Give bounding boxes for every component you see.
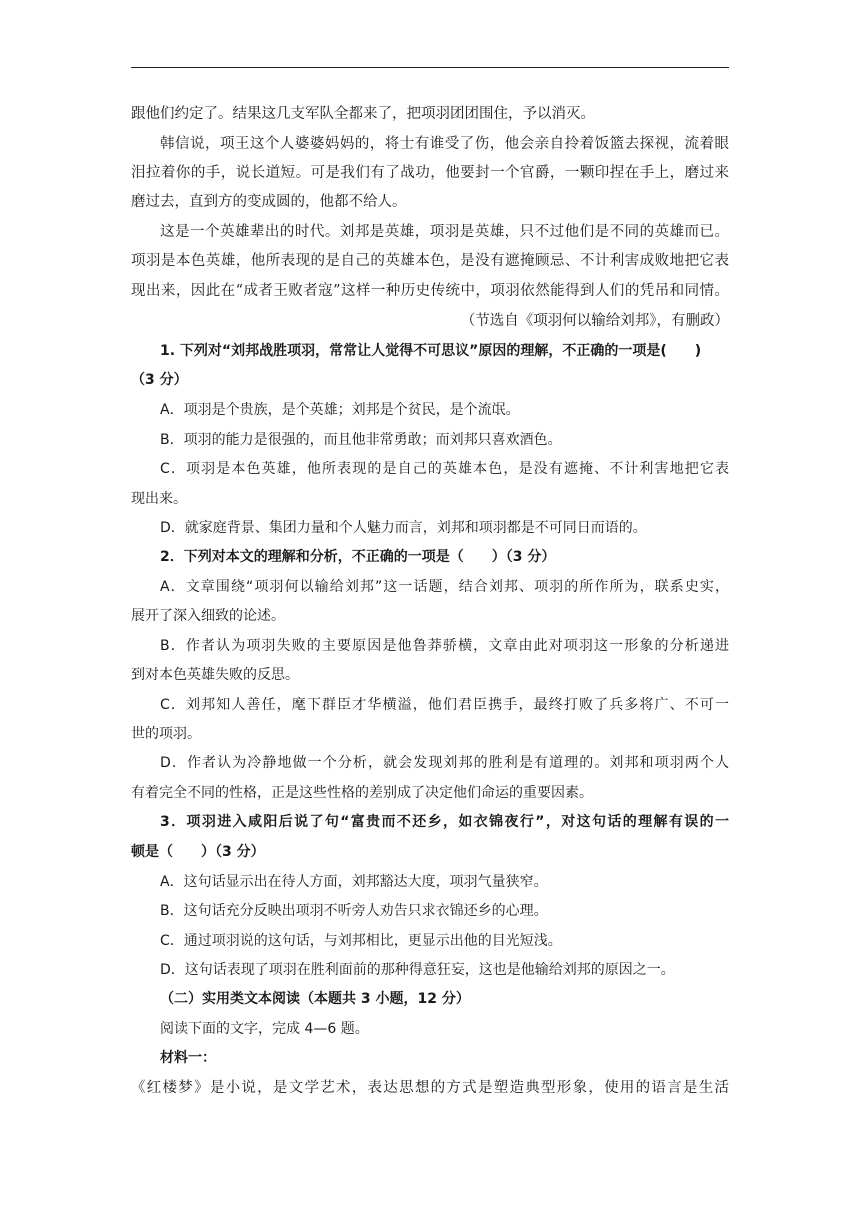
question-1-option-c: C．项羽是本色英雄，他所表现的是自己的英雄本色，是没有遮掩、不计利害地把它表 (160, 461, 729, 477)
question-2-option-c: C．刘邦知人善任，麾下群臣才华横溢，他们君臣携手，最终打败了兵多将广、不可一 (160, 697, 729, 713)
question-3-stem: 3．项羽进入咸阳后说了句“富贵而不还乡，如衣锦夜行”，对这句话的理解有误的一 (160, 814, 729, 830)
question-2-option-d: D．作者认为冷静地做一个分析，就会发现刘邦的胜利是有道理的。刘邦和项羽两个人 (160, 755, 729, 771)
question-1-option-b: B．项羽的能力是很强的，而且他非常勇敢；而刘邦只喜欢酒色。 (160, 432, 562, 448)
header-rule (131, 67, 729, 68)
question-2-option-b: 到对本色英雄失败的反思。 (131, 667, 299, 683)
section-heading: （二）实用类文本阅读（本题共 3 小题，12 分） (160, 991, 470, 1007)
question-1-option-d: D．就家庭背景、集团力量和个人魅力而言，刘邦和项羽都是不可同日而语的。 (160, 520, 647, 536)
question-3-option-a: A．这句话显示出在待人方面，刘邦豁达大度，项羽气量狭窄。 (160, 874, 548, 890)
question-2-option-a: A．文章围绕“项羽何以输给刘邦”这一话题，结合刘邦、项羽的所作所为，联系史实， (160, 579, 729, 595)
question-1-stem: （3 分） (131, 372, 188, 388)
passage-line: 这是一个英雄辈出的时代。刘邦是英雄，项羽是英雄，只不过他们是不同的英雄而已。 (160, 224, 729, 240)
source-citation: （节选自《项羽何以输给刘邦》，有删政） (460, 313, 729, 329)
passage-line: 项羽是本色英雄，他所表现的是自己的英雄本色，是没有遮掩顾忌、不计利害成败地把它表 (131, 253, 729, 269)
question-3-option-b: B．这句话充分反映出项羽不听旁人劝告只求衣锦还乡的心理。 (160, 903, 548, 919)
question-2-option-c: 世的项羽。 (131, 726, 201, 742)
question-1-stem: 1. 下列对“刘邦战胜项羽，常常让人觉得不可思议”原因的理解，不正确的一项是( ) (160, 343, 702, 359)
question-2-option-b: B．作者认为项羽失败的主要原因是他鲁莽骄横，文章由此对项羽这一形象的分析递进 (160, 638, 729, 654)
question-3-option-c: C．通过项羽说的这句话，与刘邦相比，更显示出他的目光短浅。 (160, 933, 562, 949)
passage-line: 磨过去，直到方的变成圆的，他都不给人。 (131, 194, 407, 210)
passage-line: 韩信说，项王这个人婆婆妈妈的，将士有谁受了伤，他会亲自拎着饭篮去探视，流着眼 (160, 136, 729, 152)
section-instruction: 阅读下面的文字，完成 4—6 题。 (160, 1021, 369, 1037)
passage-line: 跟他们约定了。结果这几支军队全都来了，把项羽团团围住，予以消灭。 (131, 106, 595, 122)
material-text: 《红楼梦》是小说，是文学艺术，表达思想的方式是塑造典型形象，使用的语言是生活 (131, 1080, 729, 1096)
question-2-stem: 2．下列对本文的理解和分析，不正确的一项是（ ）（3 分） (160, 549, 556, 565)
question-1-option-c: 现出来。 (131, 491, 187, 507)
question-2-option-d: 有着完全不同的性格，正是这些性格的差别成了决定他们命运的重要因素。 (131, 785, 593, 801)
question-3-stem: 顿是（ ）（3 分） (131, 844, 265, 860)
passage-line: 现出来，因此在“成者王败者寇”这样一种历史传统中，项羽依然能得到人们的凭吊和同情。 (131, 283, 729, 299)
material-label: 材料一： (160, 1050, 216, 1066)
passage-line: 泪拉着你的手，说长道短。可是我们有了战功，他要封一个官爵，一颗印捏在手上，磨过来 (131, 165, 729, 181)
question-2-option-a: 展开了深入细致的论述。 (131, 608, 285, 624)
question-3-option-d: D．这句话表现了项羽在胜利面前的那种得意狂妄，这也是他输给刘邦的原因之一。 (160, 962, 675, 978)
question-1-option-a: A．项羽是个贵族，是个英雄；刘邦是个贫民，是个流氓。 (160, 402, 520, 418)
